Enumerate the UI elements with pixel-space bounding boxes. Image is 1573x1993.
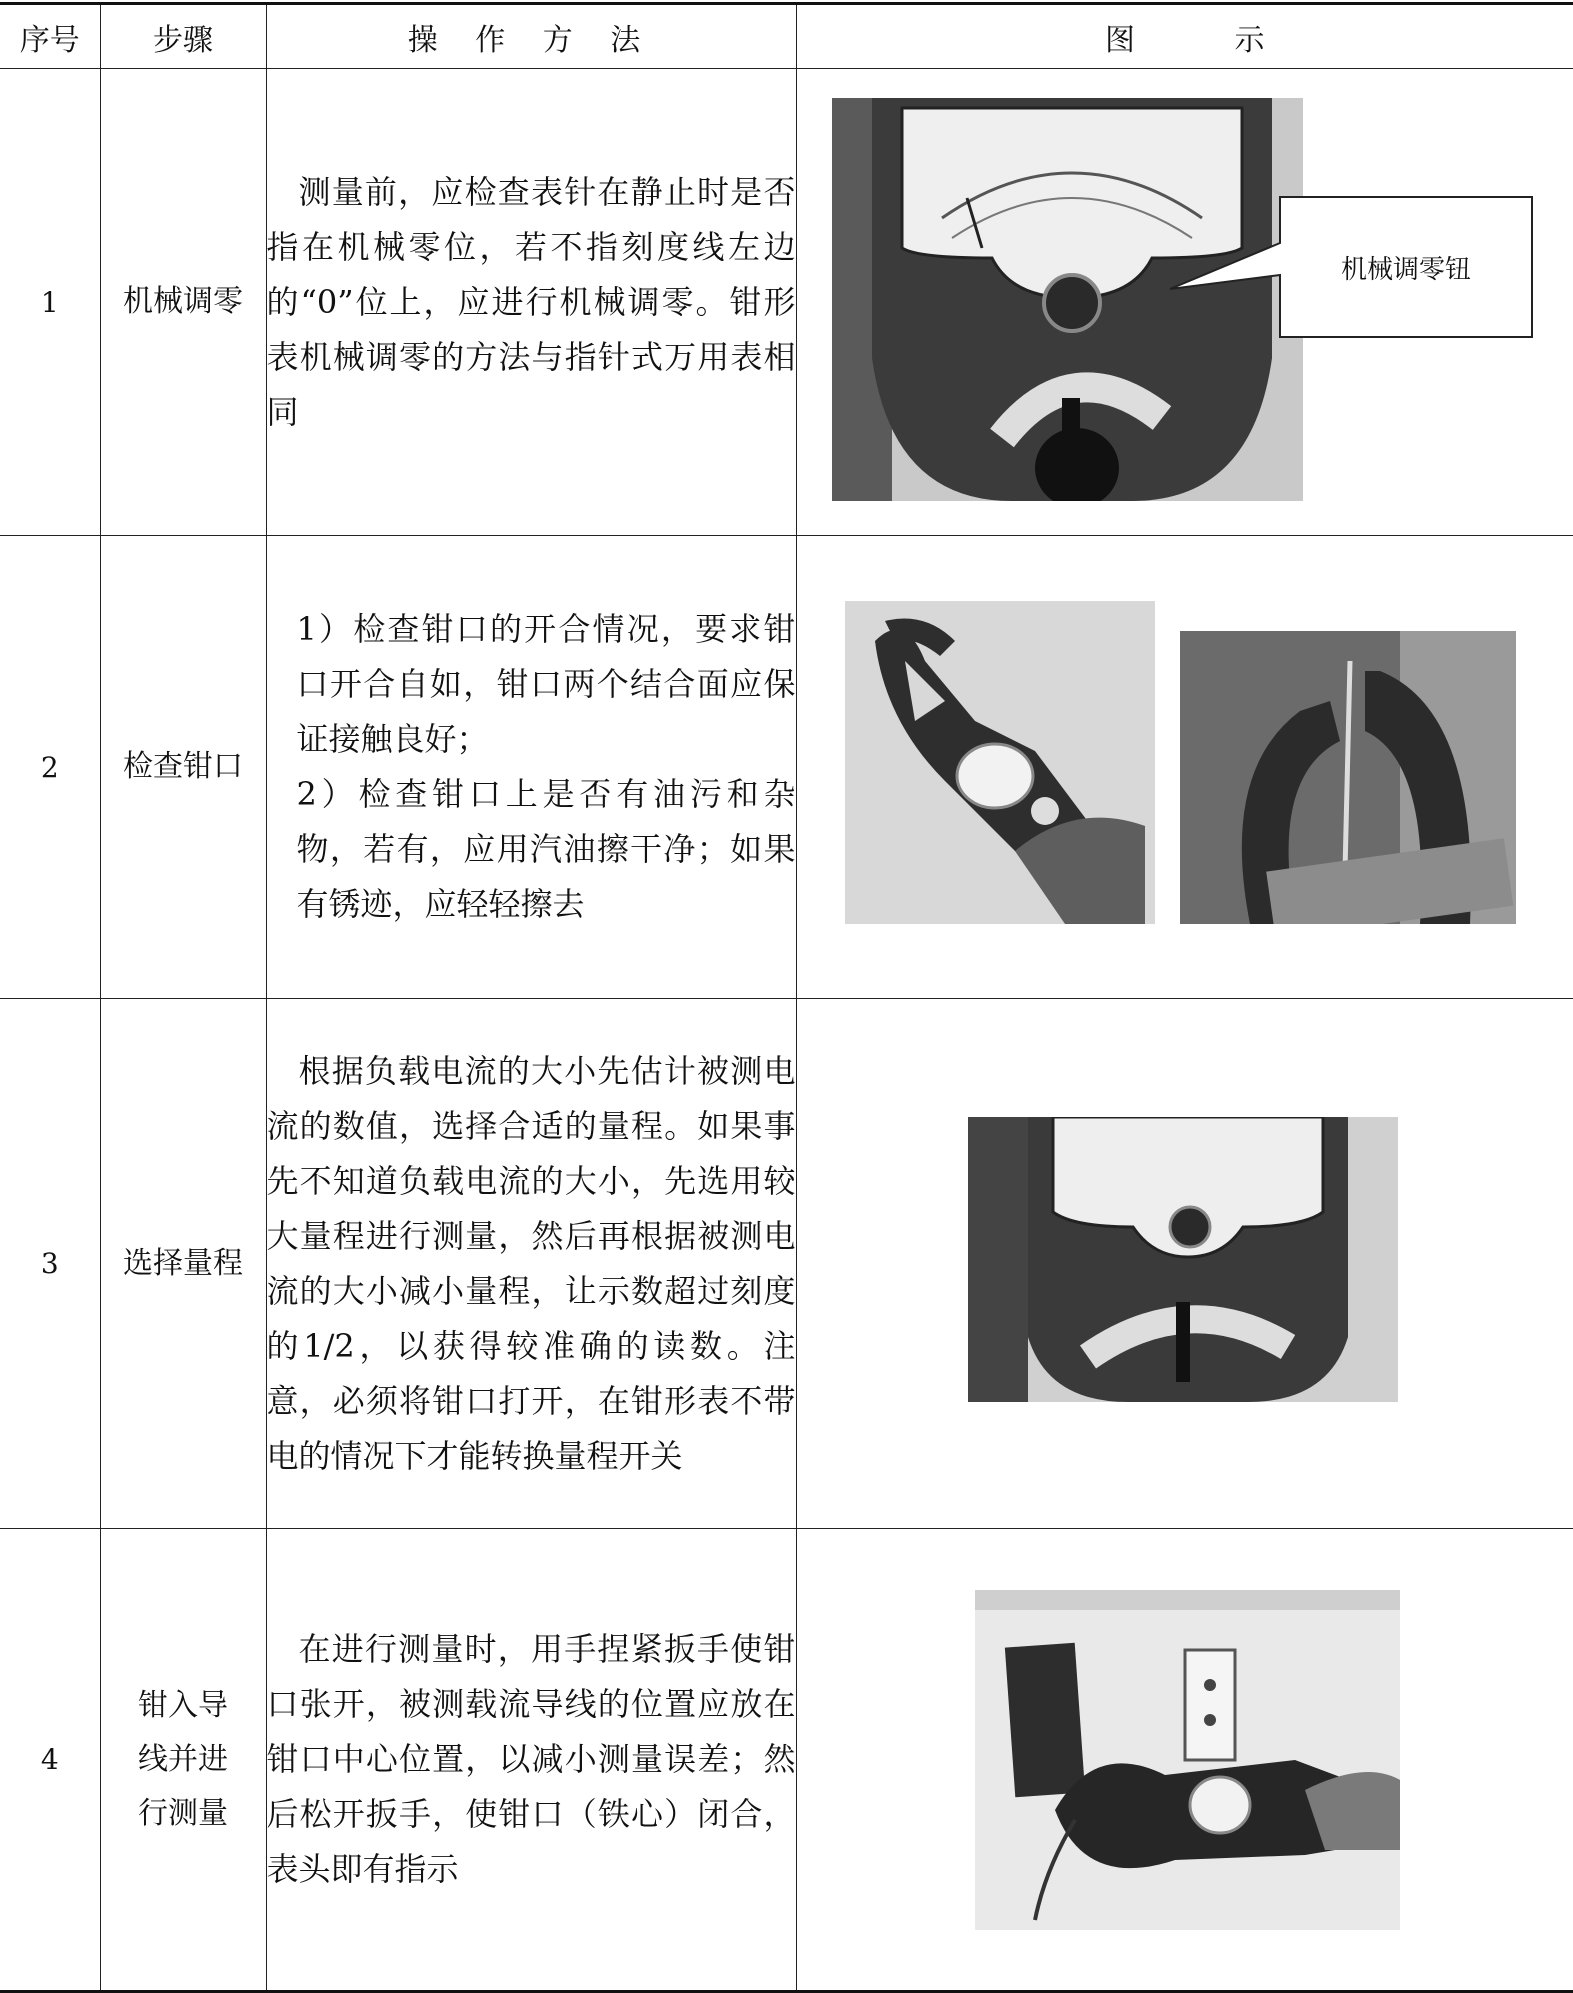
step-line: 行测量 [138,1795,228,1831]
clamp-meter-in-hand-photo [845,601,1155,924]
clamp-jaw-closeup-photo [1180,631,1516,924]
header-step: 步骤 [100,4,266,69]
step-line: 钳入导 [138,1687,228,1723]
row-index: 1 [0,69,100,536]
step-line: 线并进 [138,1741,228,1777]
header-figure: 图 示 [796,4,1573,69]
clamp-on-wire-measurement-photo [975,1590,1400,1930]
method-paragraph: 在进行测量时，用手捏紧扳手使钳口张开，被测载流导线的位置应放在钳口中心位置，以减小测量误差；然后松开扳手，使钳口（铁心）闭合，表头即有指示 [266,1630,796,1888]
row-step: 检查钳口 [100,536,266,999]
row-step: 选择量程 [100,999,266,1529]
row-step [100,1529,266,1992]
callout [1280,197,1532,337]
row-step: 机械调零 [100,69,266,536]
row-index: 4 [0,1529,100,1992]
row-index: 3 [0,999,100,1529]
header-index: 序号 [0,4,100,69]
header-method: 操 作 方 法 [266,4,796,69]
header-row [0,4,1573,69]
row-method [266,999,796,1529]
row-index: 2 [0,536,100,999]
range-selector-photo [968,1117,1398,1402]
row-method [266,536,796,999]
method-paragraph: 根据负载电流的大小先估计被测电流的数值，选择合适的量程。如果事先不知道负载电流的大小，先选用较大量程进行测量，然后再根据被测电流的大小减小量程，让示数超过刻度的1/2，以获得较准确的读数。注意，必须将钳口打开，在钳形表不带电的情况下才能转换量程开关 [266,1051,796,1475]
row-method [266,69,796,536]
method-paragraph: 测量前，应检查表针在静止时是否指在机械零位，若不指刻度线左边的“0”位上，应进行机械调零。钳形表机械调零的方法与指针式万用表相同 [266,172,796,431]
callout-label: 机械调零钮 [1340,254,1471,285]
method-paragraph: 1）检查钳口的开合情况，要求钳口开合自如，钳口两个结合面应保证接触良好； [296,610,796,758]
method-paragraph: 2）检查钳口上是否有油污和杂物，若有，应用汽油擦干净；如果有锈迹，应轻轻擦去 [296,775,796,923]
row-method [266,1529,796,1992]
